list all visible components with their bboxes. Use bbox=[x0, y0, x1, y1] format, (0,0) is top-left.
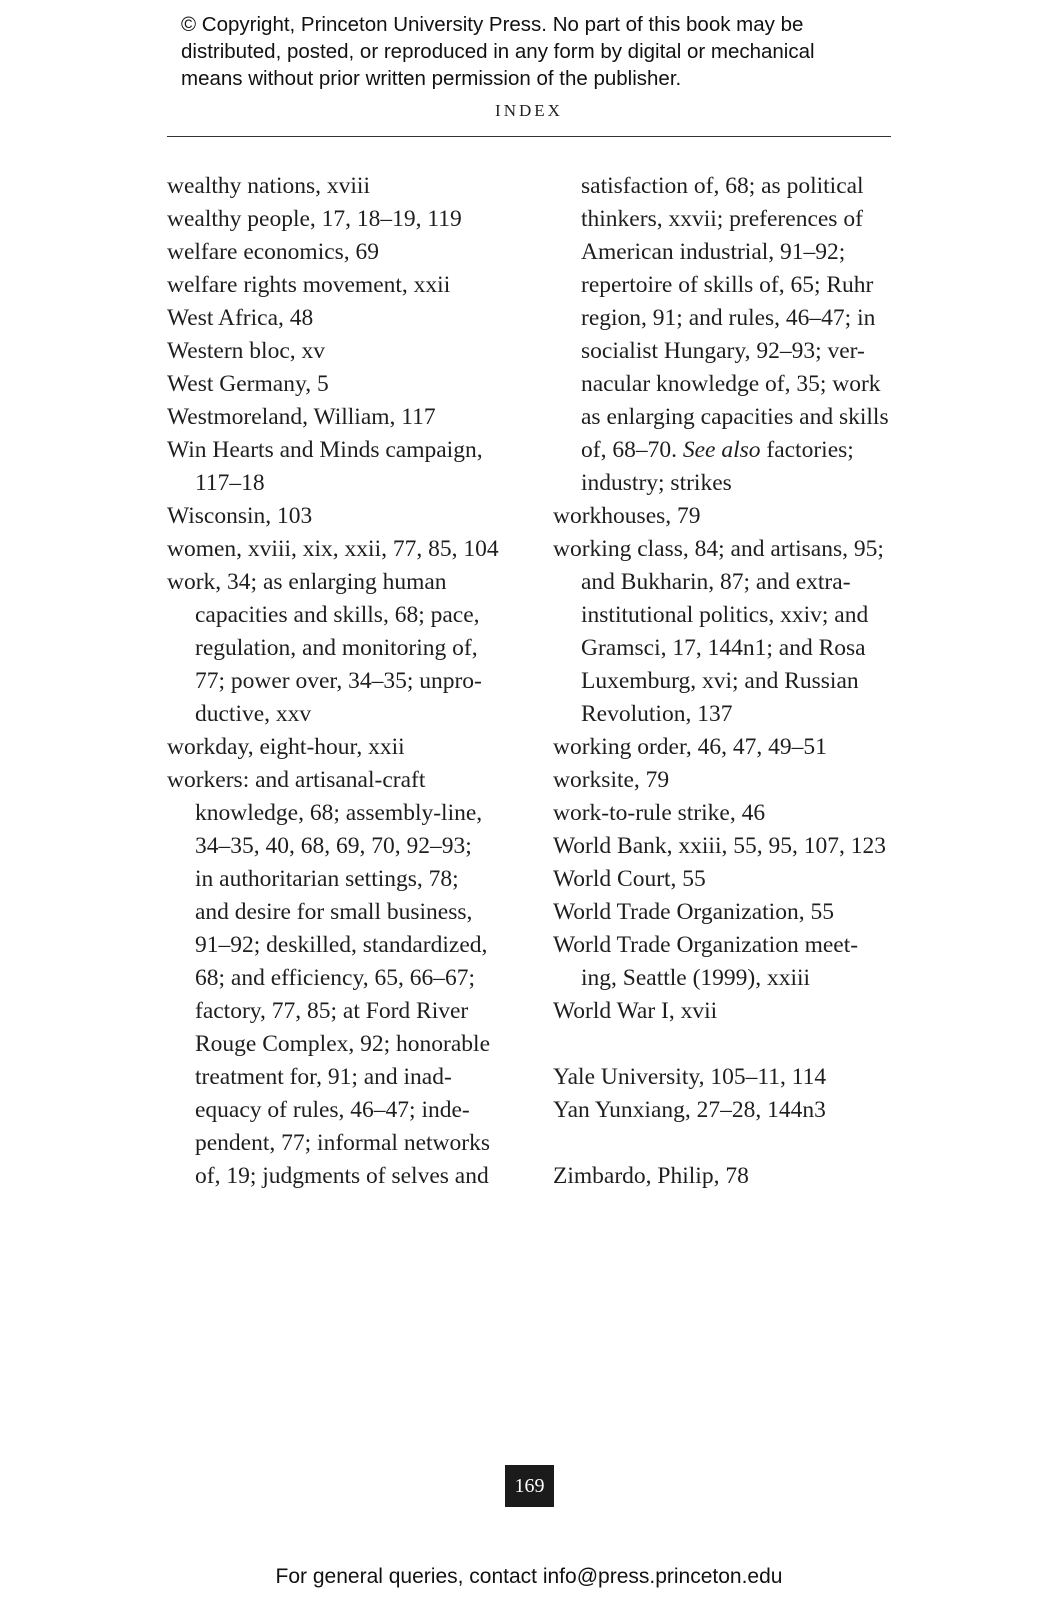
index-entry: welfare economics, 69 bbox=[167, 239, 380, 265]
copyright-notice bbox=[181, 11, 901, 92]
index-entry-continuation: and desire for small business, bbox=[195, 899, 473, 925]
index-entry-continuation: factory, 77, 85; at Ford River bbox=[195, 998, 469, 1024]
index-entry-continuation: Luxemburg, xvi; and Russian bbox=[581, 668, 859, 694]
index-entry-continuation: equacy of rules, 46–47; inde- bbox=[195, 1097, 470, 1123]
page-number: 169 bbox=[505, 1465, 554, 1507]
index-entry: work, 34; as enlarging human bbox=[167, 569, 447, 595]
index-entry: World Trade Organization meet- bbox=[553, 932, 859, 958]
index-entry-continuation: pendent, 77; informal networks bbox=[195, 1130, 490, 1156]
index-entry-continuation: 34–35, 40, 68, 69, 70, 92–93; bbox=[195, 833, 472, 859]
index-entry-continuation bbox=[553, 434, 903, 467]
index-entry-continuation: knowledge, 68; assembly-line, bbox=[195, 800, 483, 826]
index-entry-continuation: 68; and efficiency, 65, 66–67; bbox=[195, 965, 475, 991]
index-entry-continuation: as enlarging capacities and skills bbox=[581, 404, 889, 430]
index-entry-continuation: of, 19; judgments of selves and bbox=[195, 1163, 489, 1189]
index-entry: work-to-rule strike, 46 bbox=[553, 800, 766, 826]
index-entry-continuation: 117–18 bbox=[195, 470, 265, 496]
header-rule bbox=[167, 136, 891, 137]
index-entry: World Trade Organization, 55 bbox=[553, 899, 834, 925]
index-entry: World Bank, xxiii, 55, 95, 107, 123 bbox=[553, 833, 886, 859]
index-entry: workers: and artisanal-craft bbox=[167, 767, 426, 793]
index-entry-continuation: repertoire of skills of, 65; Ruhr bbox=[581, 272, 874, 298]
index-entry: wealthy nations, xviii bbox=[167, 173, 370, 199]
index-entry-continuation: ing, Seattle (1999), xxiii bbox=[581, 965, 811, 991]
see-also-reference: See also bbox=[682, 437, 761, 463]
index-entry: Yan Yunxiang, 27–28, 144n3 bbox=[553, 1097, 826, 1123]
index-entry: workhouses, 79 bbox=[553, 503, 701, 529]
index-entry: West Germany, 5 bbox=[167, 371, 329, 397]
index-entry-continuation: treatment for, 91; and inad- bbox=[195, 1064, 452, 1090]
index-entry-continuation: region, 91; and rules, 46–47; in bbox=[581, 305, 876, 331]
index-entry-continuation: regulation, and monitoring of, bbox=[195, 635, 478, 661]
index-entry: Wisconsin, 103 bbox=[167, 503, 313, 529]
index-entry-continuation: and Bukharin, 87; and extra- bbox=[581, 569, 851, 595]
copyright-line: © Copyright, Princeton University Press. No part of this book may be bbox=[181, 13, 804, 36]
index-entry: working class, 84; and artisans, 95; bbox=[553, 536, 884, 562]
index-entry: World War I, xvii bbox=[553, 998, 718, 1024]
index-entry: Western bloc, xv bbox=[167, 338, 325, 364]
index-entry-text: factories; bbox=[766, 437, 854, 463]
index-entry-continuation: 91–92; deskilled, standardized, bbox=[195, 932, 488, 958]
index-entry: Yale University, 105–11, 114 bbox=[553, 1064, 827, 1090]
index-entry-continuation: industry; strikes bbox=[581, 470, 732, 496]
index-column-left bbox=[167, 170, 517, 1193]
index-entry: Win Hearts and Minds campaign, bbox=[167, 437, 483, 463]
index-entry-continuation: Revolution, 137 bbox=[581, 701, 733, 727]
index-entry: workday, eight-hour, xxii bbox=[167, 734, 405, 760]
index-entry: Westmoreland, William, 117 bbox=[167, 404, 436, 430]
index-entry-continuation: Rouge Complex, 92; honorable bbox=[195, 1031, 491, 1057]
index-entry: worksite, 79 bbox=[553, 767, 670, 793]
index-entry: welfare rights movement, xxii bbox=[167, 272, 451, 298]
index-entry-continuation: institutional politics, xxiv; and bbox=[581, 602, 869, 628]
copyright-line: means without prior written permission of the publisher. bbox=[181, 67, 682, 90]
copyright-line: distributed, posted, or reproduced in any form by digital or mechanical bbox=[181, 40, 815, 63]
index-entry: West Africa, 48 bbox=[167, 305, 314, 331]
index-entry-continuation: 77; power over, 34–35; unpro- bbox=[195, 668, 482, 694]
index-entry: women, xviii, xix, xxii, 77, 85, 104 bbox=[167, 536, 499, 562]
index-entry: working order, 46, 47, 49–51 bbox=[553, 734, 827, 760]
footer-contact: For general queries, contact info@press.princeton.edu bbox=[275, 1565, 783, 1588]
index-entry-continuation: thinkers, xxvii; preferences of bbox=[581, 206, 863, 232]
index-entry: Zimbardo, Philip, 78 bbox=[553, 1163, 749, 1189]
index-entry-continuation: Gramsci, 17, 144n1; and Rosa bbox=[581, 635, 866, 661]
index-entry-continuation: in authoritarian settings, 78; bbox=[195, 866, 459, 892]
index-entry-text: of, 68–70. bbox=[581, 437, 677, 463]
index-entry: World Court, 55 bbox=[553, 866, 706, 892]
index-entry-continuation: American industrial, 91–92; bbox=[581, 239, 846, 265]
index-entry-continuation: nacular knowledge of, 35; work bbox=[581, 371, 881, 397]
running-head: INDEX bbox=[495, 101, 563, 120]
index-entry-continuation: capacities and skills, 68; pace, bbox=[195, 602, 480, 628]
index-column-right bbox=[553, 170, 903, 1193]
index-entry-continuation: satisfaction of, 68; as political bbox=[581, 173, 864, 199]
index-entry-continuation: socialist Hungary, 92–93; ver- bbox=[581, 338, 865, 364]
index-entry: wealthy people, 17, 18–19, 119 bbox=[167, 206, 462, 232]
index-entry-continuation: ductive, xxv bbox=[195, 701, 312, 727]
